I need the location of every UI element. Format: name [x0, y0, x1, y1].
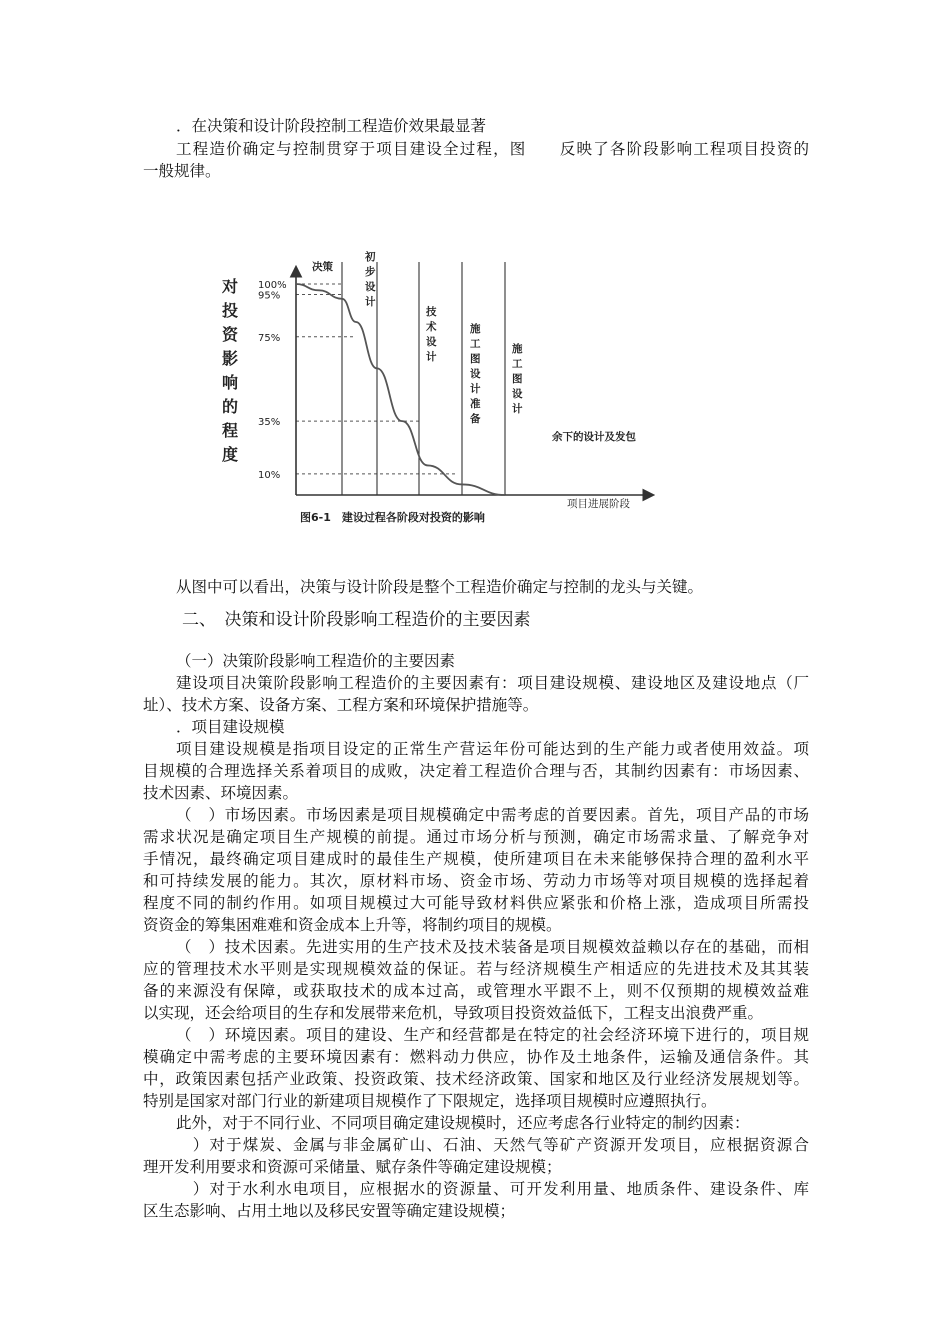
chart-ylabel-char: 影 [222, 349, 239, 368]
chart-ylabel-char: 对 [222, 277, 239, 296]
chart-stage-label: 余下的设计及发包 [552, 431, 636, 443]
paragraph-line: 程度不同的制约作用。如项目规模过大可能导致材料供应紧张和价格上涨，造成项目所需投 [143, 894, 809, 912]
paragraph-line: ）对于煤炭、金属与非金属矿山、石油、天然气等矿产资源开发项目，应根据资源合 [176, 1136, 809, 1154]
chart-stage-label-char: 初 [365, 251, 376, 263]
chart-stage-labels [312, 250, 636, 443]
paragraph-line: 理开发利用要求和资源可采储量、赋存条件等确定建设规模； [143, 1158, 562, 1176]
chart-ylabel-char: 程 [222, 421, 239, 440]
chart-y-tick-label: 75% [258, 332, 281, 344]
section-2-heading: 二、 决策和设计阶段影响工程造价的主要因素 [182, 610, 531, 630]
paragraph-line: 资资金的筹集困难难和资金成本上升等，将制约项目的规模。 [143, 916, 562, 934]
chart-stage-label-char: 准 [470, 398, 481, 410]
paragraph-line: （ ）市场因素。市场因素是项目规模确定中需考虑的首要因素。首先，项目产品的市场 [176, 806, 809, 824]
chart-stage-label-char: 计 [426, 351, 437, 363]
intro-paragraph-line-1: 工程造价确定与控制贯穿于项目建设全过程，图 反映了各阶段影响工程项目投资的 [176, 140, 809, 158]
paragraph-line: 模确定中需考虑的主要环境因素有：燃料动力供应，协作及土地条件，运输及通信条件。其 [143, 1048, 809, 1066]
chart-stage-label-char: 图 [470, 353, 481, 365]
paragraph-line: （ ）技术因素。先进实用的生产技术及技术装备是项目规模效益赖以存在的基础，而相 [176, 938, 809, 956]
chart-ylabel [221, 277, 239, 464]
paragraph-line: 中，政策因素包括产业政策、投资政策、技术经济政策、国家和地区及行业经济发展规划等。 [143, 1070, 809, 1088]
paragraph-line: 备的来源没有保障，或获取技术的成本过高，或管理水平跟不上，则不仅预期的规模效益难 [143, 982, 809, 1000]
chart-stage-label-char: 工 [512, 358, 523, 370]
chart-stage-label-char: 计 [470, 383, 481, 395]
intro-heading: ．在决策和设计阶段控制工程造价效果最显著 [176, 117, 487, 135]
paragraph-line: 目规模的合理选择关系着项目的成败，决定着工程造价合理与否，其制约因素有：市场因素、 [143, 762, 809, 780]
paragraph-line: （ ）环境因素。项目的建设、生产和经营都是在特定的社会经济环境下进行的，项目规 [176, 1026, 809, 1044]
chart-stage-label-char: 步 [365, 266, 376, 278]
subsection-1-heading: （一）决策阶段影响工程造价的主要因素 [176, 652, 456, 670]
chart-y-tick-label: 35% [258, 417, 281, 429]
paragraph-line: 需求状况是确定项目生产规模的前提。通过市场分析与预测，确定市场需求量、了解竞争对 [143, 828, 809, 846]
chart-stage-label-char: 技 [426, 306, 437, 318]
chart-stage-label-char: 工 [470, 338, 481, 350]
chart-stage-label-char: 设 [512, 388, 523, 400]
chart-y-tick-label: 100% [258, 280, 287, 291]
paragraph-line: 和可持续发展的能力。其次，原材料市场、资金市场、劳动力市场等对项目规模的选择起着 [143, 872, 809, 890]
paragraph-line: 项目建设规模是指项目设定的正常生产营运年份可能达到的生产能力或者使用效益。项 [176, 740, 809, 758]
chart-stage-label-char: 设 [365, 281, 376, 293]
item-1-heading: ．项目建设规模 [176, 718, 285, 736]
chart-xlabel: 项目进展阶段 [567, 498, 630, 510]
chart-stage-label-char: 计 [512, 403, 523, 415]
chart-conclusion: 从图中可以看出，决策与设计阶段是整个工程造价确定与控制的龙头与关键。 [176, 578, 704, 596]
intro-paragraph-line-2: 一般规律。 [143, 162, 221, 180]
chart-stage-label-char: 术 [426, 321, 437, 333]
chart-ylabel-char: 度 [222, 445, 239, 464]
paragraph-line: 址）、技术方案、设备方案、工程方案和环境保护措施等。 [143, 696, 539, 714]
chart-ylabel-char: 响 [222, 373, 239, 392]
chart-ylabel-char: 资 [222, 325, 239, 344]
investment-influence-chart [212, 240, 672, 530]
chart-ylabel-char: 投 [222, 301, 239, 320]
chart-stage-label-char: 施 [470, 323, 481, 335]
chart-y-tick-label: 10% [258, 469, 281, 481]
chart-stage-label-char: 设 [426, 336, 437, 348]
paragraph-line: 应的管理技术水平则是实现规模效益的保证。若与经济规模生产相适应的先进技术及其其装 [143, 960, 809, 978]
chart-stage-label-char: 施 [512, 343, 523, 355]
paragraph-line: 此外，对于不同行业、不同项目确定建设规模时，还应考虑各行业特定的制约因素： [176, 1114, 750, 1132]
chart-stage-label-char: 备 [470, 413, 481, 425]
paragraph-line: 以实现，还会给项目的生存和发展带来危机，导致项目投资效益低下，工程支出浪费严重。 [143, 1004, 764, 1022]
chart-y-ticks [258, 280, 287, 481]
paragraph-line: 特别是国家对部门行业的新建项目规模作了下限规定，选择项目规模时应遵照执行。 [143, 1092, 717, 1110]
chart-ylabel-char: 的 [222, 397, 239, 416]
paragraph-line: 技术因素、环境因素。 [143, 784, 299, 802]
paragraph-line: 手情况，最终确定项目建成时的最佳生产规模，使所建项目在未来能够保持合理的盈利水平 [143, 850, 809, 868]
paragraph-line: 建设项目决策阶段影响工程造价的主要因素有：项目建设规模、建设地区及建设地点（厂 [176, 674, 809, 692]
chart-stage-label-char: 图 [512, 373, 523, 385]
chart-stage-label: 决策 [312, 261, 333, 273]
paragraph-line: 区生态影响、占用土地以及移民安置等确定建设规模； [143, 1202, 516, 1220]
chart-y-tick-label: 95% [258, 290, 281, 302]
chart-stage-label-char: 设 [470, 368, 481, 380]
chart-title: 图6-1 建设过程各阶段对投资的影响 [300, 511, 485, 524]
paragraph-line: ）对于水利水电项目，应根据水的资源量、可开发利用量、地质条件、建设条件、库 [176, 1180, 809, 1198]
chart-stage-label-char: 计 [365, 296, 376, 308]
